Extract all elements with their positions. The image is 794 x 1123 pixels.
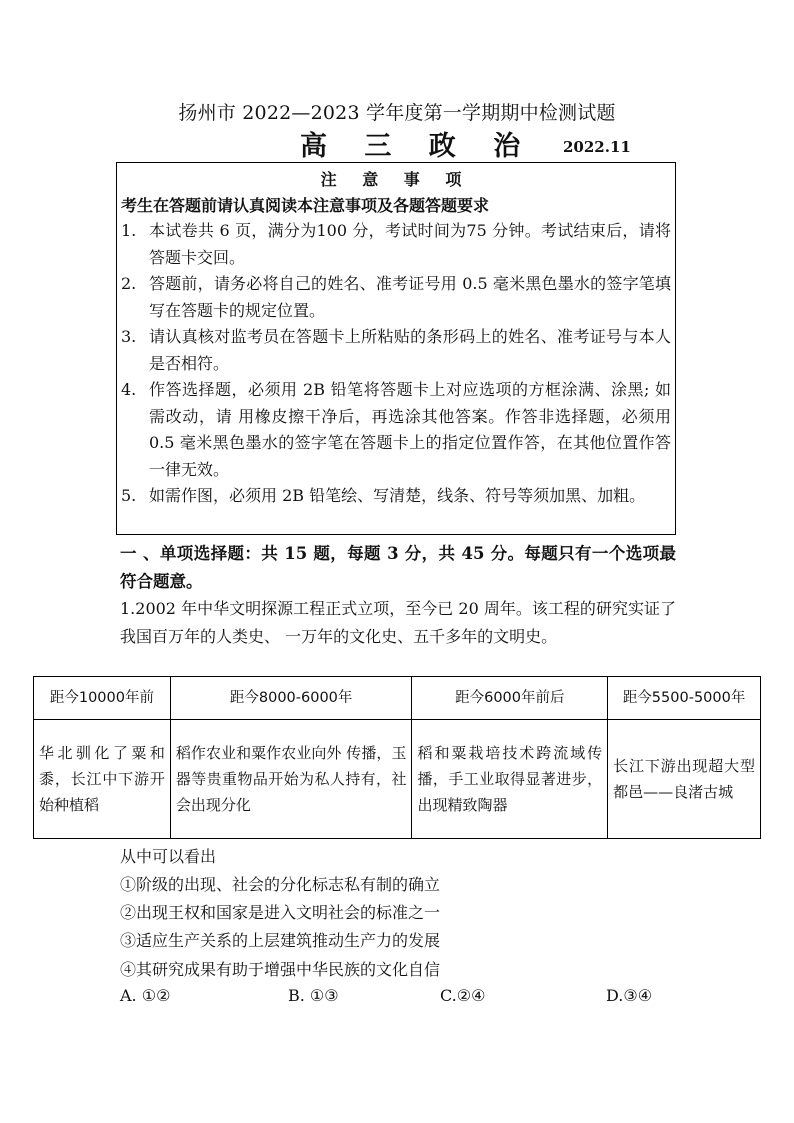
choice-b: B. ①③ <box>288 986 339 1005</box>
statement-item: ④其研究成果有助于增强中华民族的文化自信 <box>120 960 441 979</box>
choice-c: C.②④ <box>440 986 486 1005</box>
statement-item: ②出现王权和国家是进入文明社会的标准之一 <box>120 903 441 922</box>
table-cell: 稻和粟栽培技术跨流域传播，手工业取得显著进步，出现精致陶器 <box>412 720 608 839</box>
table-header-cell: 距今8000-6000年 <box>170 677 412 720</box>
notice-item <box>121 483 671 510</box>
table-cell: 稻作农业和粟作农业向外 传播，玉器等贵重物品开始为私人持有，社会出现分化 <box>170 720 412 839</box>
table-header-cell: 距今6000年前后 <box>412 677 608 720</box>
notice-item <box>121 324 671 377</box>
notice-item-number: 1. <box>121 221 137 240</box>
section-heading: 一 、单项选择题：共 15 题，每题 3 分，共 45 分。每题只有一个选项最符合题意。 <box>120 544 676 591</box>
notice-item <box>121 271 671 324</box>
table-row <box>34 720 761 839</box>
exam-date: 2022.11 <box>563 138 631 156</box>
notice-item-number: 3. <box>121 327 137 346</box>
notice-item <box>121 377 671 483</box>
question-text: 1.2002 年中华文明探源工程正式立项，至今已 20 周年。该工程的研究实证了我国百万年的人类史、 一万年的文化史、五千多年的文明史。 <box>120 599 676 646</box>
notice-item-text: 本试卷共 6 页，满分为100 分，考试时间为75 分钟。考试结束后，请将答题卡交回。 <box>149 221 671 267</box>
notice-item-text: 答题前，请务必将自己的姓名、准考证号用 0.5 毫米黑色墨水的签字笔填写在答题卡的规定位置。 <box>149 274 671 320</box>
table-header-cell: 距今10000年前 <box>34 677 171 720</box>
notice-lead: 考生在答题前请认真阅读本注意事项及各题答题要求 <box>121 196 490 215</box>
notice-item-number: 5. <box>121 486 137 505</box>
notice-box <box>116 162 676 535</box>
table-cell: 华北驯化了粟和黍，长江中下游开始种植稻 <box>34 720 171 839</box>
statement-item: ①阶级的出现、社会的分化标志私有制的确立 <box>120 875 441 894</box>
table-header-cell: 距今5500-5000年 <box>608 677 761 720</box>
notice-item-number: 4. <box>121 380 137 399</box>
exam-title: 扬州市 2022—2023 学年度第一学期期中检测试题 <box>178 102 616 124</box>
timeline-table <box>33 676 761 839</box>
notice-item-number: 2. <box>121 274 137 293</box>
notice-item-text: 请认真核对监考员在答题卡上所粘贴的条形码上的姓名、准考证号与本人是否相符。 <box>149 327 671 373</box>
notice-title: 注 意 事 项 <box>320 170 472 189</box>
choice-a: A. ①② <box>120 986 171 1005</box>
table-header-row <box>34 677 761 720</box>
question-stem: 从中可以看出 <box>120 847 217 866</box>
notice-item-text: 作答选择题，必须用 2B 铅笔将答题卡上对应选项的方框涂满、涂黑; 如需改动，请 用橡皮擦干净后，再选涂其他答案。作答非选择题，必须用 0.5 毫米黑色墨水的签字笔在答题卡上的指定位置作答，在其他位置作答一律无效。 <box>149 380 671 479</box>
statement-item: ③适应生产关系的上层建筑推动生产力的发展 <box>120 931 441 950</box>
notice-item <box>121 218 671 271</box>
subject-title: 高 三 政 治 <box>300 131 535 162</box>
notice-item-text: 如需作图，必须用 2B 铅笔绘、写清楚，线条、符号等须加黑、加粗。 <box>149 486 646 505</box>
table-cell: 长江下游出现超大型都邑——良渚古城 <box>608 720 761 839</box>
choice-d: D.③④ <box>606 986 653 1005</box>
